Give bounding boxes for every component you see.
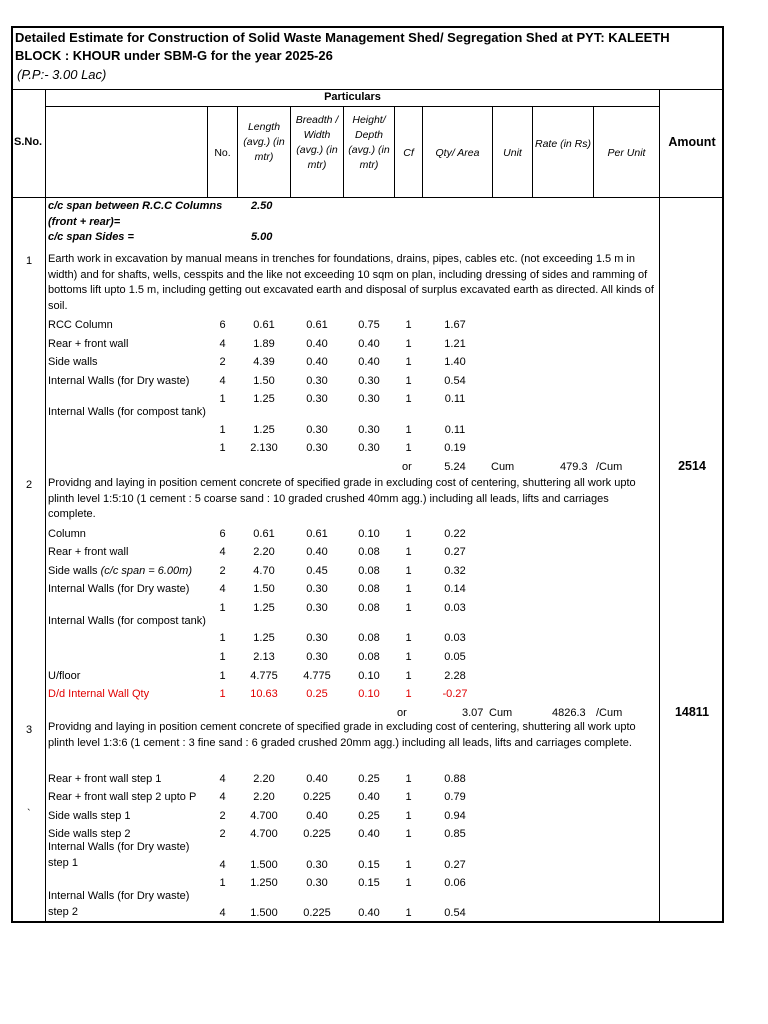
row-height: 0.10 (358, 688, 380, 700)
span-value: 5.00 (251, 231, 273, 243)
item-description: Earth work in excavation by manual means in trenches for foundations, drains, pipes, cables etc. (not exceeding 1.5 m in width) and for shafts, wells, cesspits and the like not exceeding 10 sqm on plan, including dressing of sides and ramming of bottoms lift upto 1.5 m, including getting out excavated earth and disposal of surplus excavated earth as directed. All kinds of soil. (48, 253, 654, 312)
row-length: 1.25 (253, 602, 275, 614)
row-qty: 1.40 (444, 356, 466, 368)
header-qty: Qty/ Area (435, 147, 480, 159)
divider (659, 89, 660, 923)
row-label: Rear + front wall (48, 546, 129, 558)
total-or: or (402, 461, 412, 473)
row-label: Internal Walls (for compost tank) (48, 615, 206, 627)
row-no: 4 (219, 338, 226, 350)
row-length: 2.20 (253, 791, 275, 803)
total-per-unit: /Cum (596, 461, 623, 473)
header-length: Length (avg.) (in mtr) (243, 121, 285, 163)
row-cf: 1 (405, 877, 412, 889)
row-height: 0.25 (358, 773, 380, 785)
row-no: 2 (219, 356, 226, 368)
row-no: 4 (219, 791, 226, 803)
row-qty: 0.27 (444, 859, 466, 871)
row-cf: 1 (405, 632, 412, 644)
pp-amount: (P.P:- 3.00 Lac) (17, 67, 107, 82)
row-no: 1 (219, 393, 226, 405)
row-qty: 1.67 (444, 319, 466, 331)
row-no: 2 (219, 565, 226, 577)
row-label: Internal Walls (for Dry waste) (48, 583, 190, 595)
row-qty: 0.54 (444, 907, 466, 919)
row-height: 0.15 (358, 859, 380, 871)
row-label: Rear + front wall (48, 338, 129, 350)
header-breadth: Breadth / Width (avg.) (in mtr) (295, 114, 339, 171)
row-cf: 1 (405, 319, 412, 331)
row-cf: 1 (405, 773, 412, 785)
row-cf: 1 (405, 791, 412, 803)
row-length: 1.25 (253, 424, 275, 436)
title-line-2: BLOCK : KHOUR under SBM-G for the year 2025-26 (15, 48, 333, 63)
tick-mark: ` (27, 808, 31, 820)
row-length: 10.63 (250, 688, 278, 700)
row-breadth: 0.30 (306, 424, 328, 436)
row-breadth: 0.30 (306, 442, 328, 454)
row-height: 0.08 (358, 565, 380, 577)
row-no: 6 (219, 528, 226, 540)
header-particulars: Particulars (324, 91, 381, 103)
row-qty: 0.19 (444, 442, 466, 454)
row-no: 1 (219, 688, 226, 700)
header-height: Height/ Depth (avg.) (in mtr) (348, 114, 390, 171)
row-height: 0.40 (358, 338, 380, 350)
row-qty: 2.28 (444, 670, 466, 682)
total-or: or (397, 707, 407, 719)
total-qty: 3.07 (462, 707, 484, 719)
row-no: 4 (219, 583, 226, 595)
row-qty: 0.32 (444, 565, 466, 577)
row-no: 6 (219, 319, 226, 331)
item-sno: 1 (26, 255, 33, 267)
row-label: Rear + front wall step 1 (48, 773, 162, 785)
row-length: 2.13 (253, 651, 275, 663)
span-value: 2.50 (251, 200, 273, 212)
row-height: 0.40 (358, 791, 380, 803)
row-cf: 1 (405, 688, 412, 700)
row-cf: 1 (405, 651, 412, 663)
row-height: 0.75 (358, 319, 380, 331)
row-length: 4.700 (250, 828, 278, 840)
row-breadth: 0.40 (306, 773, 328, 785)
row-height: 0.30 (358, 375, 380, 387)
header-no: No. (214, 147, 231, 159)
row-no: 1 (219, 602, 226, 614)
row-breadth: 0.40 (306, 338, 328, 350)
row-height: 0.10 (358, 670, 380, 682)
row-breadth: 0.30 (306, 877, 328, 889)
row-label: Rear + front wall step 2 upto P (48, 791, 197, 803)
title-line-1: Detailed Estimate for Construction of Solid Waste Management Shed/ Segregation Shed at PYT: KALEETH (15, 30, 670, 45)
row-no: 2 (219, 810, 226, 822)
row-breadth: 4.775 (303, 670, 331, 682)
row-height: 0.30 (358, 442, 380, 454)
row-length: 1.500 (250, 907, 278, 919)
item-description: Providng and laying in position cement concrete of specified grade in excluding cost of centering, shuttering all work upto plinth level 1:5:10 (1 cement : 5 coarse sand : 10 graded crushed 40mm agg.) including all leads, lifts and carriages complete. (48, 477, 636, 520)
row-breadth: 0.225 (303, 828, 331, 840)
row-height: 0.10 (358, 528, 380, 540)
row-breadth: 0.30 (306, 602, 328, 614)
row-height: 0.30 (358, 393, 380, 405)
row-breadth: 0.30 (306, 375, 328, 387)
row-height: 0.15 (358, 877, 380, 889)
row-length: 2.20 (253, 773, 275, 785)
row-cf: 1 (405, 602, 412, 614)
row-length: 0.61 (253, 528, 275, 540)
total-amount: 2514 (678, 459, 706, 473)
row-cf: 1 (405, 546, 412, 558)
row-qty: 0.54 (444, 375, 466, 387)
row-height: 0.08 (358, 602, 380, 614)
row-cf: 1 (405, 828, 412, 840)
row-breadth: 0.40 (306, 356, 328, 368)
row-label: Side walls step 1 (48, 810, 131, 822)
row-cf: 1 (405, 583, 412, 595)
row-cf: 1 (405, 442, 412, 454)
row-breadth: 0.30 (306, 651, 328, 663)
row-label: Side walls (48, 356, 98, 368)
row-cf: 1 (405, 393, 412, 405)
row-breadth: 0.30 (306, 393, 328, 405)
item-sno: 3 (26, 724, 33, 736)
row-cf: 1 (405, 859, 412, 871)
row-cf: 1 (405, 565, 412, 577)
row-breadth: 0.61 (306, 528, 328, 540)
row-length: 1.89 (253, 338, 275, 350)
row-no: 4 (219, 773, 226, 785)
row-no: 1 (219, 877, 226, 889)
row-qty: 0.27 (444, 546, 466, 558)
span-note: (front + rear)= (48, 216, 121, 228)
row-label: Internal Walls (for Dry waste) step 2 (48, 890, 190, 918)
row-label-text: Side walls (48, 565, 98, 577)
row-qty: 0.79 (444, 791, 466, 803)
row-qty: 0.88 (444, 773, 466, 785)
row-length: 1.500 (250, 859, 278, 871)
item-sno: 2 (26, 479, 33, 491)
row-qty: 1.21 (444, 338, 466, 350)
row-label: RCC Column (48, 319, 113, 331)
row-breadth: 0.225 (303, 791, 331, 803)
row-length: 2.130 (250, 442, 278, 454)
row-length: 1.25 (253, 393, 275, 405)
row-no: 1 (219, 632, 226, 644)
header-sno: S.No. (14, 136, 43, 148)
row-qty: 0.14 (444, 583, 466, 595)
row-cf: 1 (405, 424, 412, 436)
row-qty: 0.03 (444, 632, 466, 644)
row-length: 1.50 (253, 375, 275, 387)
row-height: 0.40 (358, 828, 380, 840)
row-no: 4 (219, 546, 226, 558)
row-no: 1 (219, 670, 226, 682)
row-label: D/d Internal Wall Qty (48, 688, 150, 700)
row-breadth: 0.25 (306, 688, 328, 700)
total-rate: 479.3 (560, 461, 588, 473)
row-height: 0.08 (358, 651, 380, 663)
row-label: Internal Walls (for compost tank) (48, 406, 206, 418)
row-qty: 0.22 (444, 528, 466, 540)
item-description: Providng and laying in position cement concrete of specified grade in excluding cost of centering, shuttering all work upto plinth level 1:3:6 (1 cement : 3 fine sand : 6 graded crushed 20mm agg.) including all leads, lifts and carriages complete. (48, 721, 636, 749)
row-breadth: 0.45 (306, 565, 328, 577)
total-rate: 4826.3 (552, 707, 586, 719)
row-height: 0.08 (358, 546, 380, 558)
total-unit: Cum (491, 461, 515, 473)
row-no: 4 (219, 859, 226, 871)
header-rate: Rate (in Rs) (534, 138, 591, 150)
row-cf: 1 (405, 338, 412, 350)
total-qty: 5.24 (444, 461, 466, 473)
row-height: 0.08 (358, 632, 380, 644)
row-breadth: 0.225 (303, 907, 331, 919)
row-breadth: 0.40 (306, 546, 328, 558)
divider (46, 106, 659, 107)
row-qty: 0.03 (444, 602, 466, 614)
row-height: 0.40 (358, 356, 380, 368)
row-label: Side walls step 2 (48, 828, 131, 840)
row-breadth: 0.61 (306, 319, 328, 331)
total-amount: 14811 (674, 705, 710, 719)
row-qty: 0.11 (444, 424, 466, 436)
row-length: 4.70 (253, 565, 275, 577)
row-qty: -0.27 (442, 688, 468, 700)
row-breadth: 0.30 (306, 632, 328, 644)
divider (11, 89, 724, 90)
row-length: 4.775 (250, 670, 278, 682)
row-cf: 1 (405, 670, 412, 682)
row-height: 0.08 (358, 583, 380, 595)
row-no: 1 (219, 424, 226, 436)
header-cf: Cf (403, 147, 414, 159)
row-label: Internal Walls (for Dry waste) (48, 375, 190, 387)
header-amount: Amount (668, 135, 716, 149)
header-per-unit: Per Unit (607, 147, 646, 159)
row-cf: 1 (405, 356, 412, 368)
row-no: 2 (219, 828, 226, 840)
row-no: 1 (219, 651, 226, 663)
row-length: 4.39 (253, 356, 275, 368)
row-qty: 0.94 (444, 810, 466, 822)
row-height: 0.30 (358, 424, 380, 436)
row-no: 4 (219, 907, 226, 919)
row-breadth: 0.30 (306, 859, 328, 871)
span-note: c/c span Sides = (48, 231, 134, 243)
row-length: 1.250 (250, 877, 278, 889)
row-breadth: 0.30 (306, 583, 328, 595)
row-label (48, 563, 192, 579)
row-length: 4.700 (250, 810, 278, 822)
row-cf: 1 (405, 375, 412, 387)
row-no: 4 (219, 375, 226, 387)
row-no: 1 (219, 442, 226, 454)
row-breadth: 0.40 (306, 810, 328, 822)
row-length: 1.50 (253, 583, 275, 595)
row-cf: 1 (405, 810, 412, 822)
row-label: Column (48, 528, 86, 540)
row-cf: 1 (405, 907, 412, 919)
header-unit: Unit (503, 147, 522, 159)
row-height: 0.25 (358, 810, 380, 822)
row-length: 2.20 (253, 546, 275, 558)
row-qty: 0.05 (444, 651, 466, 663)
row-qty: 0.85 (444, 828, 466, 840)
divider (45, 89, 46, 923)
span-note: c/c span between R.C.C Columns (48, 200, 223, 212)
row-length: 1.25 (253, 632, 275, 644)
row-label: Internal Walls (for Dry waste) step 1 (48, 841, 190, 869)
row-qty: 0.11 (444, 393, 466, 405)
row-cf: 1 (405, 528, 412, 540)
row-label: U/floor (48, 670, 81, 682)
row-qty: 0.06 (444, 877, 466, 889)
row-length: 0.61 (253, 319, 275, 331)
row-label-note: (c/c span = 6.00m) (100, 565, 192, 577)
row-height: 0.40 (358, 907, 380, 919)
total-unit: Cum (489, 707, 513, 719)
total-per-unit: /Cum (596, 707, 623, 719)
